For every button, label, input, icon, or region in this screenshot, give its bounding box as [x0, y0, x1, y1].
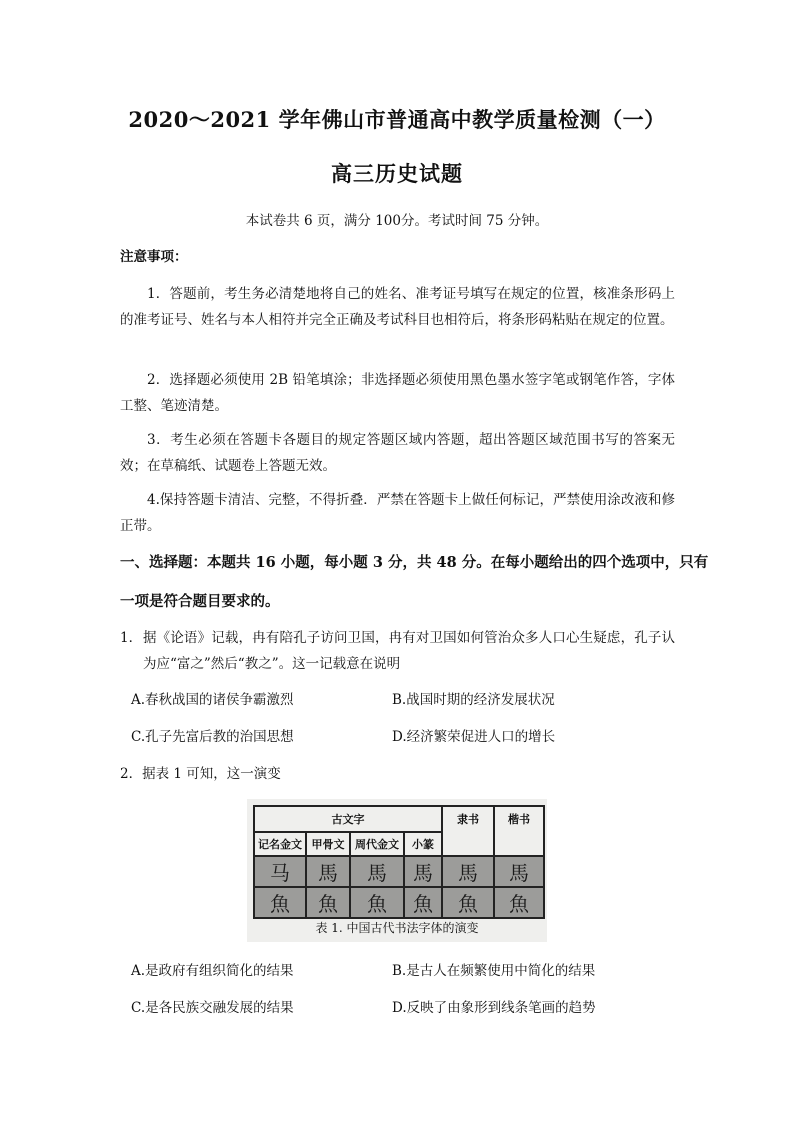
glyph-horse-1: ⻢	[254, 856, 306, 887]
calligraphy-evolution-figure	[247, 799, 547, 942]
notice-item-2: 2．选择题必须使用 2B 铅笔填涂；非选择题必须使用黑色墨水签字笔或钢笔作答，字体工整、笔迹清楚。	[120, 372, 675, 414]
jiaguwen-header: 甲骨文	[306, 832, 350, 856]
calligraphy-table	[253, 805, 545, 919]
glyph-fish-1: 魚	[254, 887, 306, 918]
question-1	[120, 625, 675, 677]
notice-heading: 注意事项：	[120, 249, 188, 265]
q1-option-a: A.春秋战国的诸侯争霸激烈	[131, 692, 294, 708]
notice-item-1: 1．答题前，考生务必清楚地将自己的姓名、准考证号填写在规定的位置，核准条形码上的准考证号、姓名与本人相符并完全正确及考试科目也相符后，将条形码粘贴在规定的位置。	[120, 286, 675, 328]
zhou-jinwen-header: 周代金文	[350, 832, 404, 856]
ancient-script-header: 古文字	[254, 806, 442, 832]
glyph-fish-2: 魚	[306, 887, 350, 918]
q2-option-d: D.反映了由象形到线条笔画的趋势	[392, 1000, 596, 1016]
q2-option-c: C.是各民族交融发展的结果	[131, 1000, 294, 1016]
glyph-fish-3: 魚	[350, 887, 404, 918]
question-1-number: 1．	[120, 630, 143, 646]
q1-option-c: C.孔子先富后教的治国思想	[131, 729, 294, 745]
question-2-text: 2．据表 1 可知，这一演变	[120, 766, 281, 782]
notice-item-3: 3．考生必须在答题卡各题目的规定答题区域内答题，超出答题区域范围书写的答案无效；在草稿纸、试题卷上答题无效。	[120, 432, 675, 474]
notice-item-4: 4.保持答题卡清洁、完整，不得折叠．严禁在答题卡上做任何标记，严禁使用涂改液和修正带。	[120, 492, 675, 534]
q1-option-d: D.经济繁荣促进人口的增长	[392, 729, 556, 745]
glyph-horse-4: 馬	[404, 856, 442, 887]
jinwen-name-header: 记名金文	[254, 832, 306, 856]
glyph-horse-2: 馬	[306, 856, 350, 887]
glyph-horse-5: 馬	[442, 856, 494, 887]
kaishu-header: 楷书	[494, 806, 544, 856]
glyph-fish-5: 魚	[442, 887, 494, 918]
q1-option-b: B.战国时期的经济发展状况	[392, 692, 555, 708]
exam-title: 2020～2021 学年佛山市普通高中教学质量检测（一）	[128, 107, 666, 132]
glyph-horse-6: 馬	[494, 856, 544, 887]
question-1-text: 据《论语》记载，冉有陪孔子访问卫国，冉有对卫国如何管治众多人口心生疑虑，孔子认为应“富之”然后“教之”。这一记载意在说明	[143, 630, 675, 672]
q2-option-b: B.是古人在频繁使用中简化的结果	[392, 963, 596, 979]
glyph-fish-4: 魚	[404, 887, 442, 918]
exam-info: 本试卷共 6 页，满分 100分。考试时间 75 分钟。	[245, 213, 549, 229]
figure-caption: 表 1. 中国古代书法字体的演变	[315, 921, 479, 935]
lishu-header: 隶书	[442, 806, 494, 856]
glyph-fish-6: 魚	[494, 887, 544, 918]
section-heading-line1: 一、选择题：本题共 16 小题，每小题 3 分，共 48 分。在每小题给出的四个选项中，只有	[120, 554, 709, 571]
q2-option-a: A.是政府有组织简化的结果	[131, 963, 294, 979]
xiaozhuan-header: 小篆	[404, 832, 442, 856]
section-heading-line2: 一项是符合题目要求的。	[120, 593, 280, 610]
glyph-horse-3: 馬	[350, 856, 404, 887]
exam-subtitle: 高三历史试题	[331, 161, 463, 186]
